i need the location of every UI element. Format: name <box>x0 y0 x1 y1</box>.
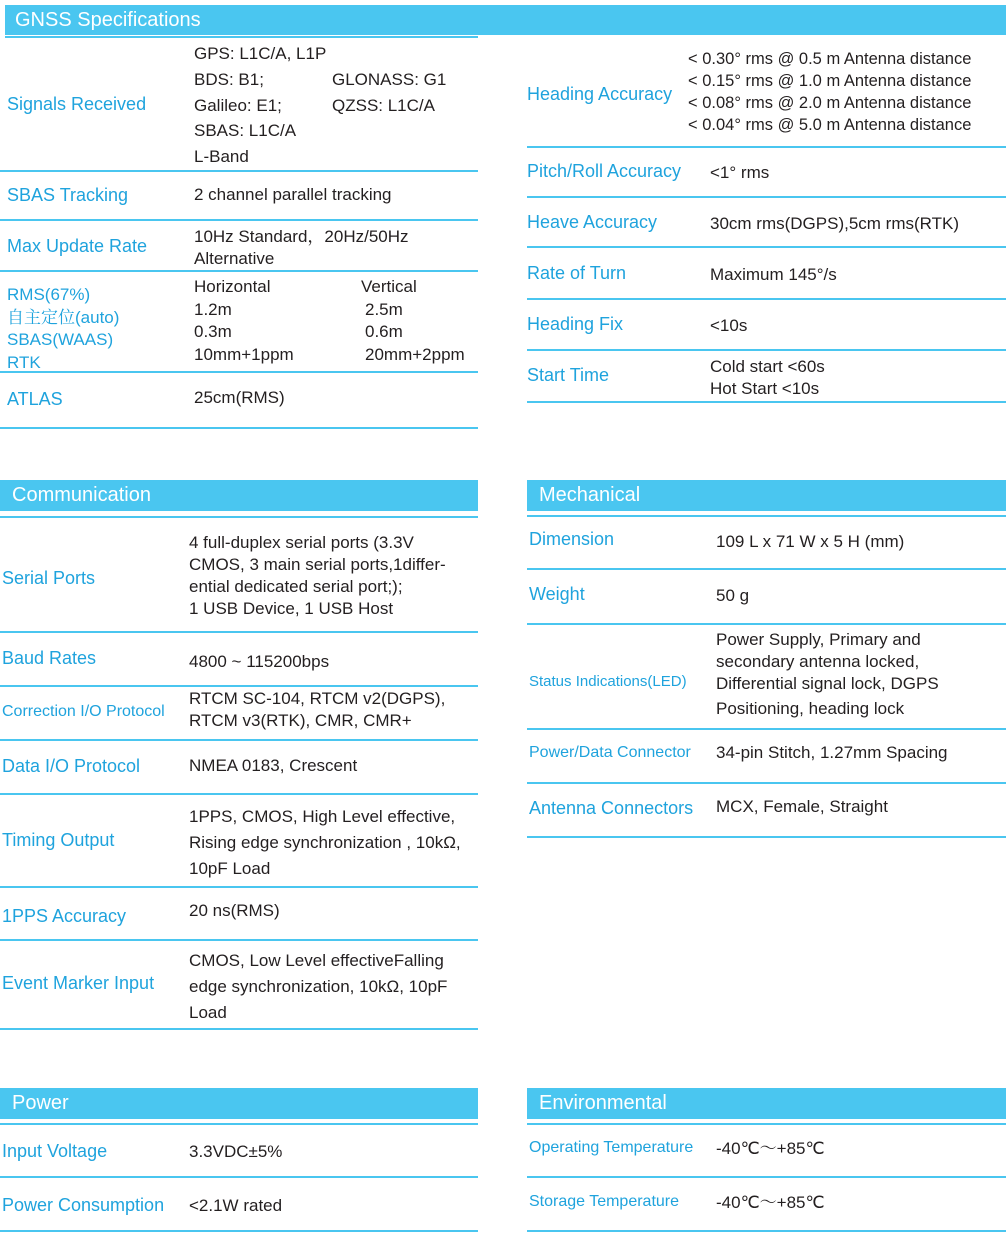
event-marker-line: CMOS, Low Level effectiveFalling <box>189 951 444 970</box>
timing-label: Timing Output <box>2 830 115 850</box>
power-consumption-label: Power Consumption <box>2 1195 165 1215</box>
max-update-value <box>194 226 409 270</box>
divider <box>527 246 1006 248</box>
signals-glonass: GLONASS: G1 <box>332 70 447 89</box>
rms-label: RMS(67%) <box>7 285 91 304</box>
status-line: Power Supply, Primary and <box>716 630 921 649</box>
signals-label: Signals Received <box>7 94 147 114</box>
connector-value: 34-pin Stitch, 1.27mm Spacing <box>716 743 948 762</box>
event-marker-line: edge synchronization, 10kΩ, 10pF <box>189 977 448 996</box>
serial-ports-value <box>189 532 446 620</box>
heave-label: Heave Accuracy <box>527 212 658 232</box>
correction-value <box>189 688 445 732</box>
serial-ports-line: 1 USB Device, 1 USB Host <box>189 599 394 618</box>
divider <box>527 1123 1006 1125</box>
heading-accuracy-line: < 0.15° rms @ 1.0 m Antenna distance <box>688 72 972 90</box>
divider <box>527 782 1006 784</box>
heading-accuracy-label: Heading Accuracy <box>527 84 673 104</box>
signals-lband: L-Band <box>194 147 249 166</box>
timing-line: 10pF Load <box>189 859 271 878</box>
heave-value: 30cm rms(DGPS),5cm rms(RTK) <box>710 214 960 233</box>
rms-v-sbas: 0.6m <box>365 322 403 341</box>
sbas-tracking-value: 2 channel parallel tracking <box>194 185 392 204</box>
start-time-label: Start Time <box>527 365 610 385</box>
correction-label: Correction I/O Protocol <box>2 703 165 720</box>
operating-temperature-label: Operating Temperature <box>529 1139 694 1156</box>
divider <box>0 170 478 172</box>
status-indications-value <box>716 629 939 720</box>
rms-labels <box>7 284 119 374</box>
rms-h-auto: 1.2m <box>194 299 232 319</box>
divider <box>5 36 478 38</box>
divider <box>0 739 478 741</box>
signals-sbas: SBAS: L1C/A <box>194 121 297 140</box>
environmental-header: Environmental <box>527 1088 1006 1119</box>
heading-accuracy-line: < 0.04° rms @ 5.0 m Antenna distance <box>688 116 972 134</box>
signals-gps: GPS: L1C/A, L1P <box>194 44 327 63</box>
divider <box>527 728 1006 730</box>
timing-value <box>189 804 461 882</box>
divider <box>0 631 478 633</box>
event-marker-line: Load <box>189 1003 227 1022</box>
baud-rates-value: 4800 ~ 115200bps <box>189 652 330 671</box>
gnss-header: GNSS Specifications <box>5 5 1006 35</box>
status-line: Positioning, heading lock <box>716 699 905 718</box>
dimension-value: 109 L x 71 W x 5 H (mm) <box>716 532 905 551</box>
heading-fix-value: <10s <box>710 316 748 335</box>
rms-h-rtk: 10mm+1ppm <box>194 344 294 364</box>
start-time-value <box>710 356 825 400</box>
rms-auto-label: 自主定位(auto) <box>7 307 120 327</box>
divider <box>0 371 478 373</box>
power-consumption-value: <2.1W rated <box>189 1196 283 1215</box>
status-line: secondary antenna locked, <box>716 652 920 671</box>
rms-v-rtk: 20mm+2ppm <box>365 344 465 364</box>
correction-line: RTCM SC-104, RTCM v2(DGPS), <box>189 689 446 708</box>
event-marker-label: Event Marker Input <box>2 973 155 993</box>
data-io-label: Data I/O Protocol <box>2 756 141 776</box>
operating-temperature-value: -40℃～+85℃ <box>716 1139 825 1158</box>
timing-line: Rising edge synchronization , 10kΩ, <box>189 833 461 852</box>
baud-rates-label: Baud Rates <box>2 648 97 668</box>
sbas-tracking-label: SBAS Tracking <box>7 185 129 205</box>
weight-value: 50 g <box>716 586 750 605</box>
rate-of-turn-label: Rate of Turn <box>527 263 627 283</box>
max-update-line: Alternative <box>194 249 275 268</box>
atlas-label: ATLAS <box>7 389 63 409</box>
divider <box>527 515 1006 517</box>
antenna-connectors-value: MCX, Female, Straight <box>716 797 888 816</box>
hot-start: Hot Start <10s <box>710 379 820 398</box>
antenna-connectors-label: Antenna Connectors <box>529 798 694 818</box>
divider <box>0 219 478 221</box>
atlas-value: 25cm(RMS) <box>194 388 285 407</box>
pps-accuracy-value: 20 ns(RMS) <box>189 901 280 920</box>
divider <box>527 568 1006 570</box>
serial-ports-line: 4 full-duplex serial ports (3.3V <box>189 533 414 552</box>
divider <box>0 1123 478 1125</box>
storage-temperature-value: -40℃～+85℃ <box>716 1193 825 1212</box>
divider <box>0 939 478 941</box>
divider <box>0 1230 478 1232</box>
input-voltage-label: Input Voltage <box>2 1141 108 1161</box>
divider <box>0 1176 478 1178</box>
status-indications-label: Status Indications(LED) <box>529 673 687 690</box>
correction-line: RTCM v3(RTK), CMR, CMR+ <box>189 711 412 730</box>
serial-ports-line: CMOS, 3 main serial ports,1differ- <box>189 555 446 574</box>
divider <box>527 401 1006 403</box>
rms-vertical <box>361 276 465 366</box>
divider <box>0 793 478 795</box>
divider <box>0 427 478 429</box>
divider <box>0 685 478 687</box>
rms-rtk-label: RTK <box>7 352 41 372</box>
divider <box>0 270 478 272</box>
rms-horizontal-head: Horizontal <box>194 277 271 296</box>
divider <box>0 516 478 518</box>
heading-accuracy-line: < 0.30° rms @ 0.5 m Antenna distance <box>688 50 972 68</box>
status-line: Differential signal lock, DGPS <box>716 674 939 693</box>
connector-label: Power/Data Connector <box>529 744 691 761</box>
divider <box>527 1176 1006 1178</box>
communication-header: Communication <box>0 480 478 511</box>
divider <box>0 886 478 888</box>
heading-accuracy-line: < 0.08° rms @ 2.0 m Antenna distance <box>688 94 972 112</box>
cold-start: Cold start <60s <box>710 357 825 376</box>
storage-temperature-label: Storage Temperature <box>529 1193 680 1210</box>
divider <box>527 1230 1006 1232</box>
rms-sbas-label: SBAS(WAAS) <box>7 330 114 349</box>
event-marker-value <box>189 948 447 1026</box>
pitch-roll-value: <1° rms <box>710 163 770 182</box>
divider <box>527 836 1006 838</box>
signals-galileo: Galileo: E1; <box>194 96 282 115</box>
pps-accuracy-label: 1PPS Accuracy <box>2 906 127 926</box>
mechanical-header: Mechanical <box>527 480 1006 511</box>
pitch-roll-label: Pitch/Roll Accuracy <box>527 161 682 181</box>
heading-accuracy-value <box>688 48 971 136</box>
signals-qzss: QZSS: L1C/A <box>332 96 435 115</box>
divider <box>527 349 1006 351</box>
divider <box>0 1028 478 1030</box>
data-io-value: NMEA 0183, Crescent <box>189 756 358 775</box>
power-header: Power <box>0 1088 478 1119</box>
input-voltage-value: 3.3VDC±5% <box>189 1142 283 1161</box>
divider <box>527 298 1006 300</box>
signals-bds: BDS: B1; <box>194 70 264 89</box>
rms-h-sbas: 0.3m <box>194 322 232 341</box>
heading-fix-label: Heading Fix <box>527 314 624 334</box>
divider <box>527 623 1006 625</box>
rms-horizontal <box>194 276 294 366</box>
serial-ports-line: ential dedicated serial port;); <box>189 577 403 596</box>
rate-of-turn-value: Maximum 145°/s <box>710 265 837 284</box>
max-update-line: 10Hz Standard，20Hz/50Hz <box>194 227 409 246</box>
timing-line: 1PPS, CMOS, High Level effective, <box>189 807 456 826</box>
serial-ports-label: Serial Ports <box>2 568 96 588</box>
weight-label: Weight <box>529 584 585 604</box>
rms-v-auto: 2.5m <box>365 299 403 319</box>
max-update-label: Max Update Rate <box>7 236 148 256</box>
rms-vertical-head: Vertical <box>361 277 417 296</box>
dimension-label: Dimension <box>529 529 615 549</box>
divider <box>527 196 1006 198</box>
divider <box>527 146 1006 148</box>
